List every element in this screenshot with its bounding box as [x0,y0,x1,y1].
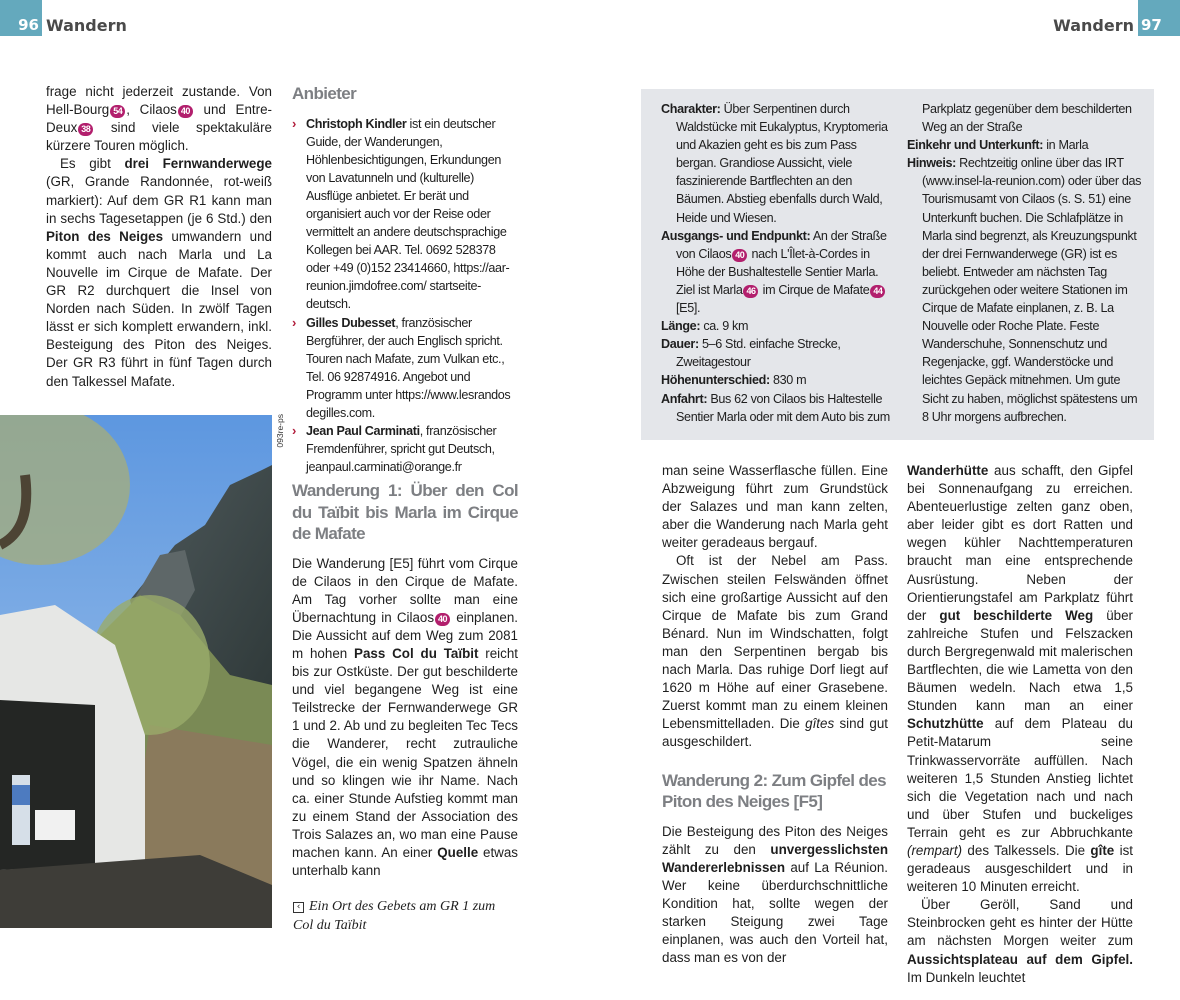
value: im Cirque de Mafate [759,282,870,297]
running-head-left: Wandern [46,16,127,35]
provider-name: Jean Paul Carminati [306,424,420,439]
value: Über Serpentinen durch Waldstücke mit Eukalyptus, Kryptomeria und Akazien geht es bis zum Pass bergan. Grandiose Aussicht, viele faszinierende Bartflechten an den Bäumen. Abstieg ebenfalls durch Wald, Heide und Wiesen. [676,102,888,225]
info-anfahrt-cont: Parkplatz gegenüber dem beschilderten Weg an der Straße [922,102,1132,135]
map-marker-40[interactable]: 40 [435,613,450,626]
provider-description: , französischer Bergführer, der auch Englisch spricht. Touren nach Mafate, zum Vulkan etc., Tel. 06 92874916. Angebot und Programm unter https://www.lesrandos degilles.com. [306,315,511,420]
provider-description: , französischer Fremdenführer, spricht gut Deutsch, jeanpaul.carminati@orange.fr [306,424,497,475]
provider-name: Christoph Kindler [306,116,407,131]
map-marker-44[interactable]: 44 [870,285,885,298]
left-column-text [46,83,272,391]
value: ca. 9 km [700,319,749,334]
bold-text: Wanderhütte [907,463,989,478]
paragraph [46,83,272,155]
right-page-column-1 [662,462,888,967]
text: aus schafft, den Gipfel bei Sonnenaufgang zu erreichen. Abenteuerlustige zelten ganz oben, aber leider gibt es dort Ratten und wegen kühler Nachttemperaturen braucht man eine entsprechende Ausrüstung. Neben der Orientierungstafel am Parkplatz führt der [907,463,1133,623]
photo-illustration [0,415,272,928]
text: auf La Réunion. Wer keine überdurchschnittliche Kondition hat, sollte wegen der starken Steigung zwei Tage einplanen, was auch den Vorteil hat, dass man es von der [662,859,888,966]
info-laenge [661,317,893,335]
value: Rechtzeitig online über das IRT (www.insel-la-reunion.com) oder über das Tourismusamt von Cilaos (s. S. 51) eine Unterkunft buchen. Die Schlafplätze in Marla sind begrenzt, als Kreuzungspunkt der drei Fernwanderwege (GR) ist es beliebt. Entweder am nächsten Tag zurückgehen oder weitere Stationen im Cirque de Mafate einplanen, z. B. La Nouvelle oder Roche Plate. Feste Wanderschuhe, Sonnenschutz und Regenjacke, ggf. Wanderstöcke und leichtes Gepäck mitnehmen. Um gute Sicht zu haben, möglichst spätestens um 8 Uhr morgens aufbrechen. [922,156,1142,424]
chevron-right-icon: › [292,314,296,330]
page-number-left-text: 96 [18,16,39,34]
text: einplanen. Die Aussicht auf dem Weg zum 2081 m hohen [292,609,518,661]
page-number-right [1138,0,1180,36]
running-head-right: Wandern [1053,16,1134,35]
italic-text: gîtes [805,716,835,732]
page-number-right-text: 97 [1141,16,1162,34]
paragraph [662,823,888,968]
provider-item [292,314,522,423]
value: nach L'Îlet-à-Cordes in Höhe der Bushaltestelle Sentier Marla. Ziel ist Marla [676,246,879,297]
info-hoehe [661,371,893,389]
italic-text: (rempart) [907,842,963,858]
label: Dauer: [661,337,699,352]
paragraph: man seine Wasserflasche füllen. Eine Abzweigung führt zum Grundstück der Salazes und man kann zelten, aber die Wanderung nach Marla geht weiter geradeaus bergauf. [662,463,888,551]
info-start [661,227,893,317]
bold-text: gîte [1090,842,1115,858]
text: Die Besteigung des Piton des Neiges zählt zu den [662,823,888,857]
hike1-section [292,480,518,880]
bold-text: Aussichtsplateau auf dem Gipfel. [907,951,1133,967]
providers-section [292,83,522,476]
value: Bus 62 von Cilaos bis Haltestelle Sentier Marla oder mit dem Auto bis zum [676,391,890,424]
text: (GR, Grande Randonnée, rot-weiß markiert): Auf dem GR R1 kann man in sechs Tagesetappen (je 6 Std.) den [46,174,272,226]
value: 830 m [769,373,807,388]
label: Anfahrt: [661,391,708,406]
providers-list [292,115,522,477]
paragraph [907,462,1133,896]
paragraph [662,552,888,751]
info-hinweis [907,154,1147,425]
info-anfahrt [661,390,893,426]
map-marker-40[interactable]: 40 [732,249,747,262]
map-marker-46[interactable]: 46 [743,285,758,298]
bold-text: drei Fernwanderwege [124,156,272,172]
label: Länge: [661,319,701,334]
info-einkehr [907,136,1147,154]
photo-credit: 093re-ps [275,414,285,448]
hike1-heading: Wanderung 1: Über den Col du Taïbit bis Marla im Cirque de Mafate [292,481,518,543]
page-number-left [0,0,42,36]
bold-text: gut beschilderte Weg [939,607,1094,623]
text: Über Geröll, Sand und Steinbrocken geht es hinter der Hütte am nächsten Morgen weiter zum [907,897,1133,949]
text: etwas unterhalb kann [292,845,518,879]
map-marker-40[interactable]: 40 [178,105,193,118]
text: des Talkessels. Die [962,842,1091,858]
info-charakter [661,100,893,227]
arrow-left-icon: ‹ [293,902,304,913]
bold-text: Schutzhütte [907,716,984,732]
bold-text: Quelle [437,845,479,860]
provider-name: Gilles Dubesset [306,315,396,330]
bold-text: Pass Col du Taïbit [354,645,479,661]
value: An der Straße von Cilaos [676,228,887,261]
text: ist geradeaus ausgeschildert und in weiteren 10 Minuten erreicht. [907,842,1133,895]
text: Die Wanderung [E5] führt vom Cirque de Cilaos in den Cirque de Mafate. Am Tag vorher sollte man eine Übernachtung in Cilaos [292,555,518,625]
info-box-right-column [907,100,1147,426]
text: umwandern und kommt auch nach Marla und La Nouvelle im Cirque de Mafate. Der GR R2 durchquert die Insel von Norden nach Süden. In zwölf Tagen lässt er sich komplett erwandern, inkl. Besteigung des Piton des Neiges. Der GR R3 führt in fünf Tagen durch den Talkessel Mafate. [46,228,272,389]
bold-text: unvergesslichsten Wandererlebnissen [662,841,888,875]
photo-caption [293,897,513,935]
paragraph [292,555,518,881]
text: Oft ist der Nebel am Pass. Zwischen steilen Felswänden öffnet sich eine großartige Aussicht auf den Cirque de Mafate bis zum Grand Bénard. Nun im Windschatten, folgt man den Serpentinen bergab bis nach Marla. Das ruhige Dorf liegt auf 1620 m Höhe auf einer Grasebene. Zuerst kommt man zu einem kleinen Lebensmittelladen. Die [662,553,888,732]
label: Höhenunterschied: [661,373,770,388]
text: , Cilaos [126,102,177,118]
text: Es gibt [60,156,125,172]
paragraph [46,155,272,390]
value: [E5]. [676,301,701,316]
provider-item [292,115,522,314]
provider-description: ist ein deutscher Guide, der Wanderungen, Höhlenbesichtigungen, Erkundungen von Lavatunneln und (kulturelle) Ausflüge anbietet. Er berät und organisiert auch vor der Reise oder vermittelt an andere deutschsprachige Kollegen bei AAR. Tel. 0692 528378 oder +49 (0)152 23414660, https://aar-reunion.jimdofree.com/ startseite-deutsch. [306,116,510,312]
value: in Marla [1043,138,1089,153]
text: auf dem Plateau du Petit-Matarum seine Trinkwasservorräte auffüllen. Nach weiteren 1,5 Stunden Anstieg lichtet sich die Vegetation nach und nach und über Stufen und buckeliges Terrain geht es zur Abbruchkante [907,716,1133,840]
chevron-right-icon: › [292,115,296,131]
label: Ausgangs- und Endpunkt: [661,228,811,243]
value: 5–6 Std. einfache Strecke, Zweitagestour [676,337,841,370]
text: Im Dunkeln leuchtet [907,969,1026,985]
chevron-right-icon: › [292,423,296,439]
right-page-column-2 [907,462,1133,987]
text: reicht bis zur Ostküste. Der gut beschilderte und viel begangene Weg ist eine Teilstrecke der Fernwanderwege GR 1 und 2. Ab und zu begleiten Tec Tecs die Wanderer, recht zutrauliche Vögel, die ein wenig Spatzen ähneln und so klingen wie ihr Name. Nach ca. einer Stunde Aufstieg kommt man zu einem Stand der Association des Trois Salazes an, wo man eine Pause machen kann. An einer [292,645,519,860]
bold-text: Piton des Neiges [46,228,164,244]
label: Einkehr und Unterkunft: [907,138,1044,153]
hike1-info-box [641,89,1154,440]
info-box-left-column [661,100,893,426]
text: und Entre-Deux [46,102,272,136]
text: sind gut ausgeschildert. [662,716,888,750]
provider-item [292,422,522,476]
hike2-heading: Wanderung 2: Zum Gipfel des Piton des Neiges [F5] [662,770,887,811]
map-marker-54[interactable]: 54 [110,105,125,118]
info-dauer [661,335,893,371]
paragraph [907,896,1133,986]
text: frage nicht jederzeit zustande. Von Hell-Bourg [46,84,272,118]
label: Hinweis: [907,156,956,171]
label: Charakter: [661,102,721,116]
map-marker-38[interactable]: 38 [78,123,93,136]
caption-text: Ein Ort des Gebets am GR 1 zum Col du Taïbit [293,899,496,933]
providers-heading: Anbieter [292,84,357,103]
text: über zahlreiche Stufen und Felszacken durch Bergregenwald mit malerischen Bartflechten, die wie Lametta von den Bäumen wedeln. Nach etwa 1,5 Stunden kann man an einer [907,607,1133,714]
shrine-photo [0,415,272,928]
text: sind viele spektakuläre kürzere Touren möglich. [46,120,272,154]
